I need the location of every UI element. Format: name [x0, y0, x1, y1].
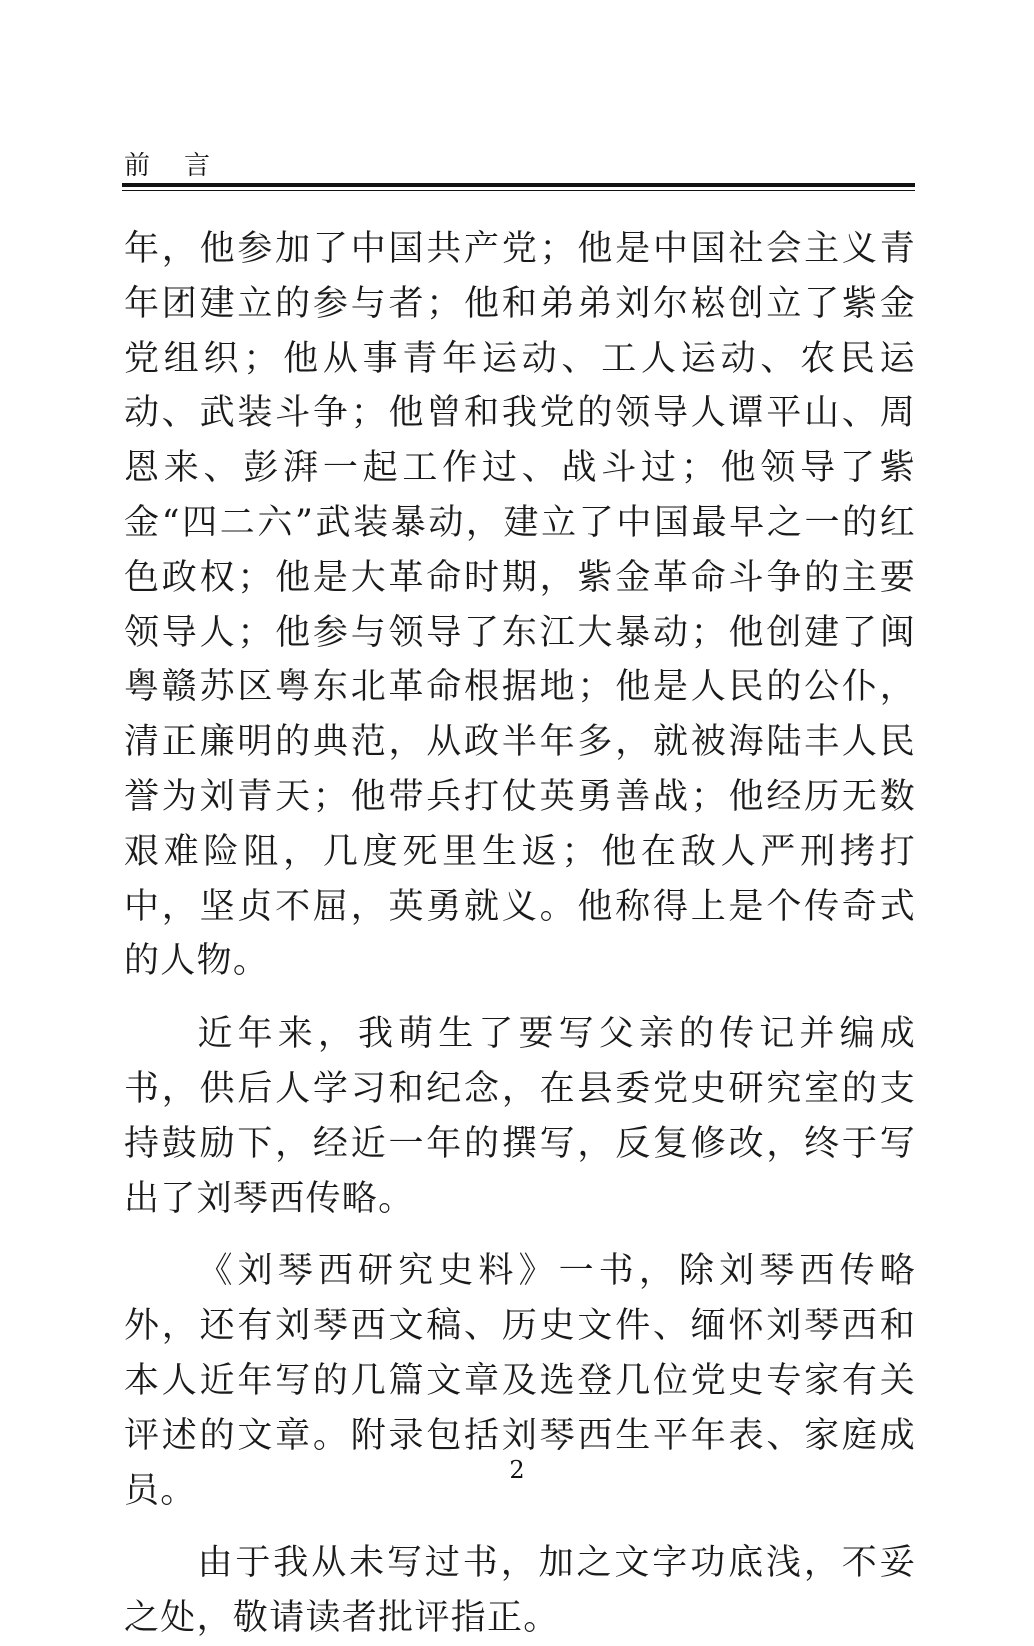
header-rule-thick — [122, 183, 915, 187]
paragraph: 近年来，我萌生了要写父亲的传记并编成书，供后人学习和纪念，在县委党史研究室的支持鼓励下，经近一年的撰写，反复修改，终于写出了刘琴西传略。 — [124, 1014, 916, 1219]
paragraph: 《刘琴西研究史料》一书，除刘琴西传略外，还有刘琴西文稿、历史文件、缅怀刘琴西和本人近年写的几篇文章及选登几位党史专家有关评述的文章。附录包括刘琴西生平年表、家庭成员。 — [124, 1251, 916, 1511]
paragraph: 由于我从未写过书，加之文字功底浅，不妥之处，敬请读者批评指正。 — [124, 1543, 916, 1639]
running-head-title: 前言 — [124, 151, 245, 181]
page-number: 2 — [509, 1456, 525, 1484]
header-rule-thin — [122, 190, 915, 191]
body-text — [124, 222, 916, 1646]
paragraph-continued: 年，他参加了中国共产党；他是中国社会主义青年团建立的参与者；他和弟弟刘尔崧创立了紫金党组织；他从事青年运动、工人运动、农民运动、武装斗争；他曾和我党的领导人谭平山、周恩来、彭湃一起工作过、战斗过；他领导了紫金“四二六”武装暴动，建立了中国最早之一的红色政权；他是大革命时期，紫金革命斗争的主要领导人；他参与领导了东江大暴动；他创建了闽粤赣苏区粤东北革命根据地；他是人民的公仆，清正廉明的典范，从政半年多，就被海陆丰人民誉为刘青天；他带兵打仗英勇善战；他经历无数艰难险阻，几度死里生返；他在敌人严刑拷打中，坚贞不屈，英勇就义。他称得上是个传奇式的人物。 — [124, 229, 916, 982]
